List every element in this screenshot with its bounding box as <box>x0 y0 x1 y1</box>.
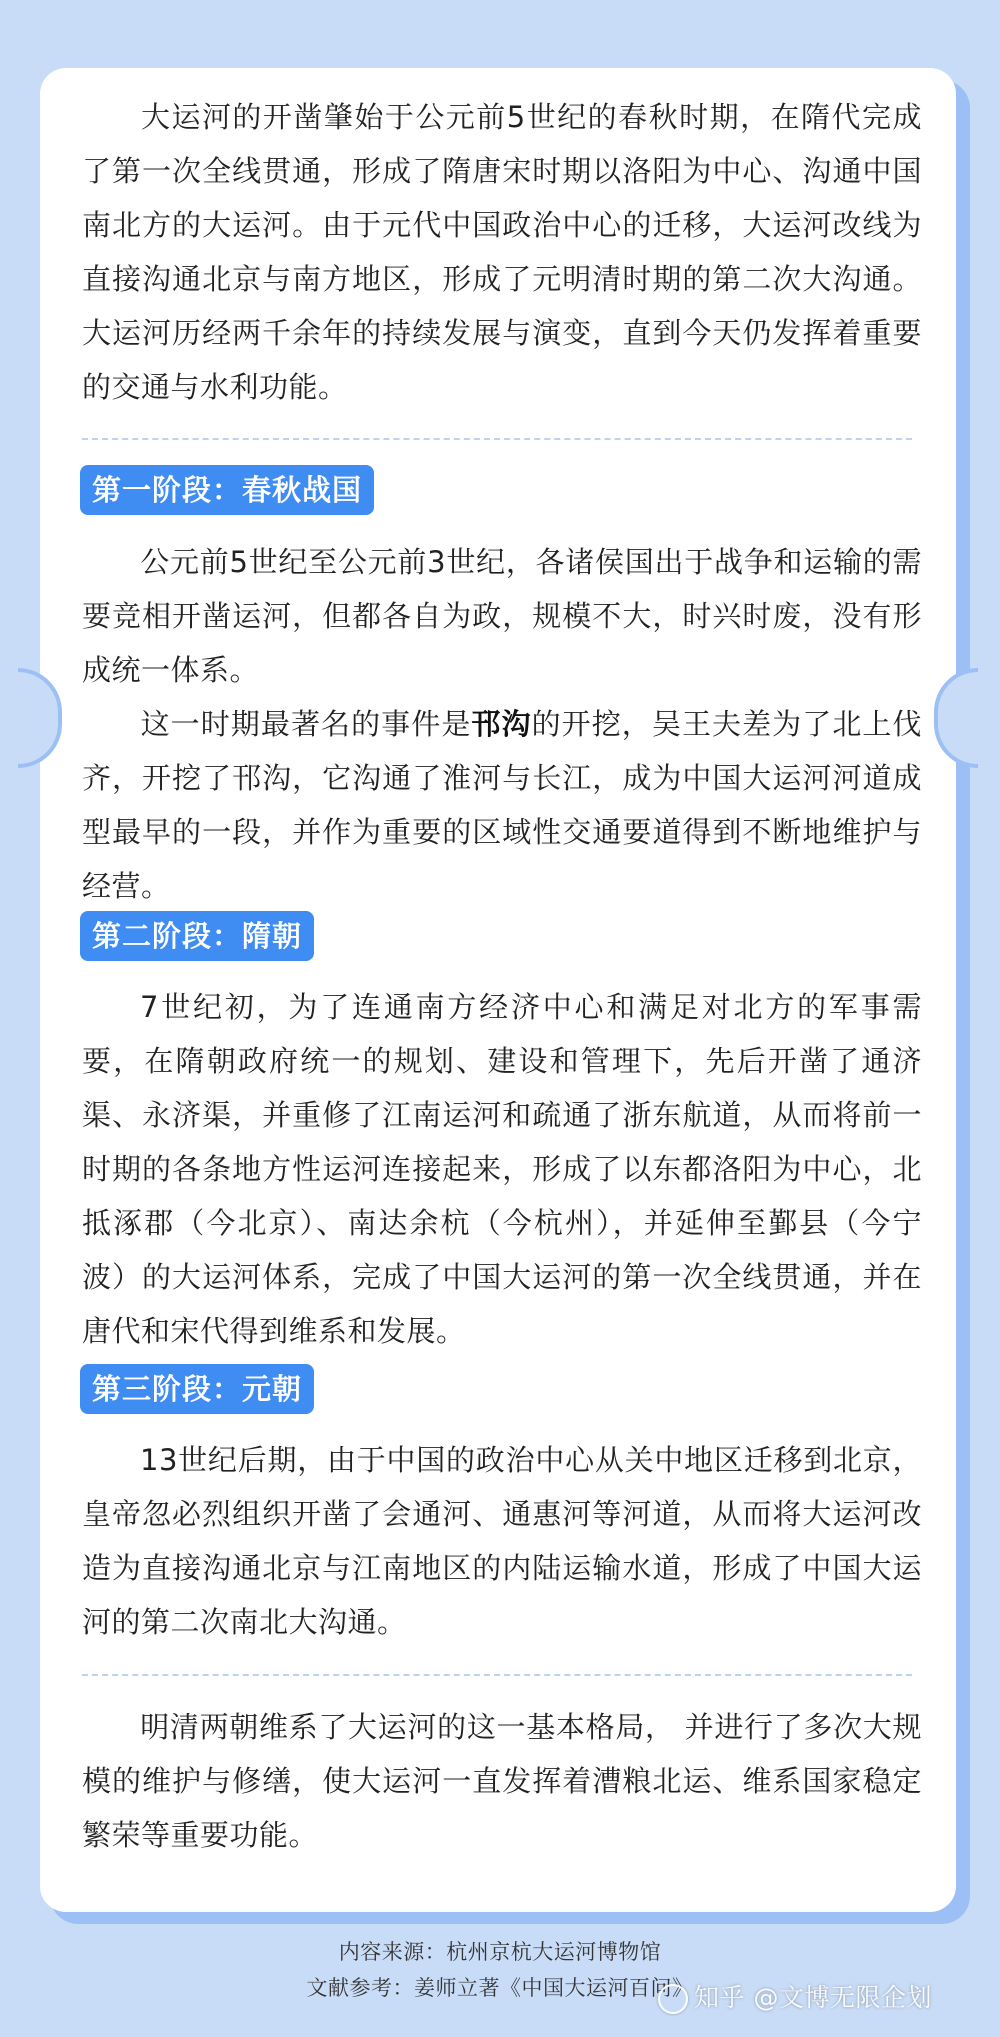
intro-text: 大运河的开凿肇始于公元前5世纪的春秋时期，在隋代完成了第一次全线贯通，形成了隋唐宋时期以洛阳为中心、沟通中国南北方的大运河。由于元代中国政治中心的迁移，大运河改线为直接沟通北京与南方地区，形成了元明清时期的第二次大沟通。大运河历经两千余年的持续发展与演变，直到今天仍发挥着重要的交通与水利功能。 <box>82 100 922 404</box>
divider-top <box>82 438 912 440</box>
stage1-p2-after: 的开挖，吴王夫差为了北上伐齐，开挖了邗沟，它沟通了淮河与长江，成为中国大运河河道成型最早的一段，并作为重要的区域性交通要道得到不断地维护与经营。 <box>82 707 922 903</box>
stage1-p1-text: 公元前5世纪至公元前3世纪，各诸侯国出于战争和运输的需要竞相开凿运河，但都各自为政，规模不大，时兴时废，没有形成统一体系。 <box>82 545 922 687</box>
stage3-paragraph <box>82 1433 922 1649</box>
stage3-heading: 第三阶段：元朝 <box>80 1364 314 1414</box>
stage1-paragraph-2 <box>82 697 922 913</box>
footer-source: 内容来源：杭州京杭大运河博物馆 <box>338 1940 662 1964</box>
stage1-p2-before: 这一时期最著名的事件是 <box>140 707 472 741</box>
stage2-paragraph <box>82 980 922 1358</box>
stage3-p1-text: 13世纪后期，由于中国的政治中心从关中地区迁移到北京，皇帝忽必烈组织开凿了会通河、通惠河等河道，从而将大运河改造为直接沟通北京与江南地区的内陆运输水道，形成了中国大运河的第二次南北大沟通。 <box>82 1443 922 1639</box>
stage1-p2-bold: 邗沟 <box>471 707 532 741</box>
stage2-p1-text: 7世纪初，为了连通南方经济中心和满足对北方的军事需要，在隋朝政府统一的规划、建设和管理下，先后开凿了通济渠、永济渠，并重修了江南运河和疏通了浙东航道，从而将前一时期的各条地方性运河连接起来，形成了以东都洛阳为中心，北抵涿郡（今北京）、南达余杭（今杭州），并延伸至鄞县（今宁波）的大运河体系，完成了中国大运河的第一次全线贯通，并在唐代和宋代得到维系和发展。 <box>82 990 922 1348</box>
watermark-text: 知乎 @文博无限企划 <box>694 1983 932 2012</box>
stage1-paragraph-1 <box>82 535 922 697</box>
intro-paragraph <box>82 90 922 414</box>
stage1-heading: 第一阶段：春秋战国 <box>80 465 374 515</box>
watermark <box>658 1978 932 2014</box>
closing-text: 明清两朝维系了大运河的这一基本格局， 并进行了多次大规模的维护与修缮，使大运河一直发挥着漕粮北运、维系国家稳定繁荣等重要功能。 <box>82 1710 922 1852</box>
stage2-heading: 第二阶段：隋朝 <box>80 911 314 961</box>
card-notch-left <box>18 668 62 768</box>
closing-paragraph <box>82 1700 922 1862</box>
zhihu-logo-icon <box>658 1984 688 2014</box>
footer-reference: 文献参考：姜师立著《中国大运河百问》 <box>306 1976 694 2000</box>
divider-bottom <box>82 1674 912 1676</box>
card-notch-right <box>934 668 978 768</box>
